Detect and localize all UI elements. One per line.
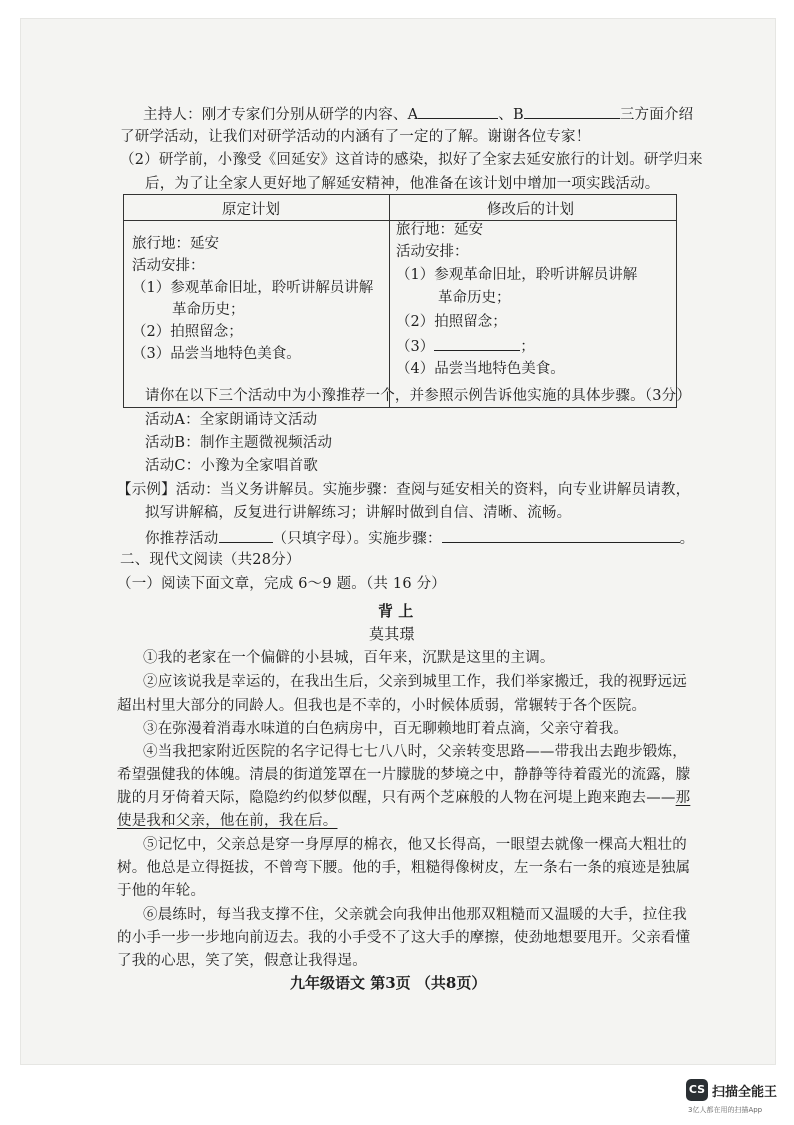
recommend-line [145,527,694,549]
right-item-3-end: ； [520,339,535,355]
q2-line-1: （2）研学前，小豫受《回延安》这首诗的感染，拟好了全家去延安旅行的计划。研学归来 [120,152,703,168]
article-title: 背 上 [378,602,414,620]
right-cell-line: 旅行地：延安 [396,222,483,238]
example-line-2: 拟写讲解稿，反复进行讲解练习；讲解时做到自信、清晰、流畅。 [145,505,572,521]
left-cell-line: （3）品尝当地特色美食。 [132,346,301,362]
right-cell-line: （2）拍照留念； [396,314,507,330]
article-line: 的小手一步一步地向前迈去。我的小手受不了这大手的摩擦，使劲地想要甩开。父亲看懂 [117,930,691,946]
right-cell-line: 活动安排： [396,244,469,260]
underlined-char: 那 [675,790,691,806]
activity-b: 活动B：制作主题微视频活动 [145,435,333,451]
answer-blank-a [418,103,498,119]
host-line [143,103,693,125]
article-line: 超出村里大部分的同龄人。但我也是不幸的，小时候体质弱，常辗转于各个医院。 [117,698,647,714]
host-line-2: 了研学活动，让我们对研学活动的内涵有了一定的了解。谢谢各位专家！ [120,129,591,145]
underlined-sentence: 使是我和父亲，他在前，我在后。 [117,813,338,829]
article-line: 了我的心思，笑了笑，假意让我得逞。 [117,953,367,969]
camscanner-logo-icon: CS [686,1079,708,1101]
brand-name: 扫描全能王 [712,1085,778,1100]
article-author: 莫其璟 [369,625,415,643]
right-header: 修改后的计划 [487,202,574,218]
page-footer: 九年级语文 第3页 （共8页） [290,974,487,992]
example-line-1: 【示例】活动：当义务讲解员。实施步骤：查阅与延安相关的资料，向专业讲解员请教， [117,482,691,498]
left-header: 原定计划 [222,202,280,218]
table-divider-vertical [389,195,390,407]
article-line: ④当我把家附近医院的名字记得七七八八时，父亲转变思路——带我出去跑步锻炼， [143,744,687,760]
article-line [117,788,690,808]
plan-table [123,194,677,408]
answer-blank-b [524,103,620,119]
article-line: ③在弥漫着消毒水味道的白色病房中，百无聊赖地盯着点滴，父亲守着我。 [143,721,629,737]
left-cell-line: 旅行地：延安 [132,236,219,252]
left-cell-line: （2）拍照留念； [132,324,243,340]
article-line: ⑤记忆中，父亲总是穿一身厚厚的棉衣，他又长得高，一眼望去就像一棵高大粗壮的 [143,837,687,853]
answer-blank-letter [219,527,273,543]
activity-c: 活动C：小豫为全家唱首歌 [145,458,318,474]
host-text-3: 三方面介绍 [619,107,694,123]
article-line: 于他的年轮。 [117,883,206,899]
host-text-2: 、B [498,107,524,123]
left-cell-line: （1）参观革命旧址，聆听讲解员讲解 [132,280,374,296]
right-cell-line: （4）品尝当地特色美食。 [396,361,565,377]
instruction: 请你在以下三个活动中为小豫推荐一个，并参照示例告诉他实施的具体步骤。（3分） [145,388,692,404]
article-line-text: 胧的月牙倚着天际，隐隐约约似梦似醒，只有两个芝麻般的人物在河堤上跑来跑去—— [117,790,676,806]
right-cell-line: 革命历史； [438,290,511,306]
right-cell-line: （1）参观革命旧址，聆听讲解员讲解 [396,267,638,283]
recommend-text-3: 。 [679,531,695,547]
recommend-text-1: 你推荐活动 [145,531,219,547]
answer-blank-steps [442,527,680,543]
activity-a: 活动A：全家朗诵诗文活动 [145,412,318,428]
right-item-3-label: （3） [396,339,435,355]
article-line: 树。他总是立得挺拔，不曾弯下腰。他的手，粗糙得像树皮，左一条右一条的痕迹是独属 [117,860,691,876]
left-cell-line: 活动安排： [132,258,205,274]
section-heading: 二、现代文阅读（共28分） [120,552,301,568]
article-line: ⑥晨练时，每当我支撑不住，父亲就会向我伸出他那双粗糙而又温暖的大手，拉住我 [143,907,687,923]
article-line: 希望强健我的体魄。清晨的街道笼罩在一片朦胧的梦境之中，静静等待着霞光的流露，朦 [117,767,691,783]
left-cell-line: 革命历史； [172,302,245,318]
article-line: ①我的老家在一个偏僻的小县城，百年来，沉默是这里的主调。 [143,650,555,666]
recommend-text-2: （只填字母）。实施步骤： [272,531,442,547]
right-cell-line [396,335,535,358]
host-text-1: 主持人：刚才专家们分别从研学的内容、A [143,107,419,123]
q2-line-2: 后，为了让全家人更好地了解延安精神，他准备在该计划中增加一项实践活动。 [145,176,660,192]
subsection-heading: （一）阅读下面文章，完成 6～9 题。（共 16 分） [117,576,446,592]
article-line: ②应该说我是幸运的，在我出生后，父亲到城里工作，我们举家搬迁，我的视野远远 [143,674,687,690]
brand-tagline: 3亿人都在用的扫描App [688,1106,763,1114]
answer-blank-activity [434,335,520,351]
